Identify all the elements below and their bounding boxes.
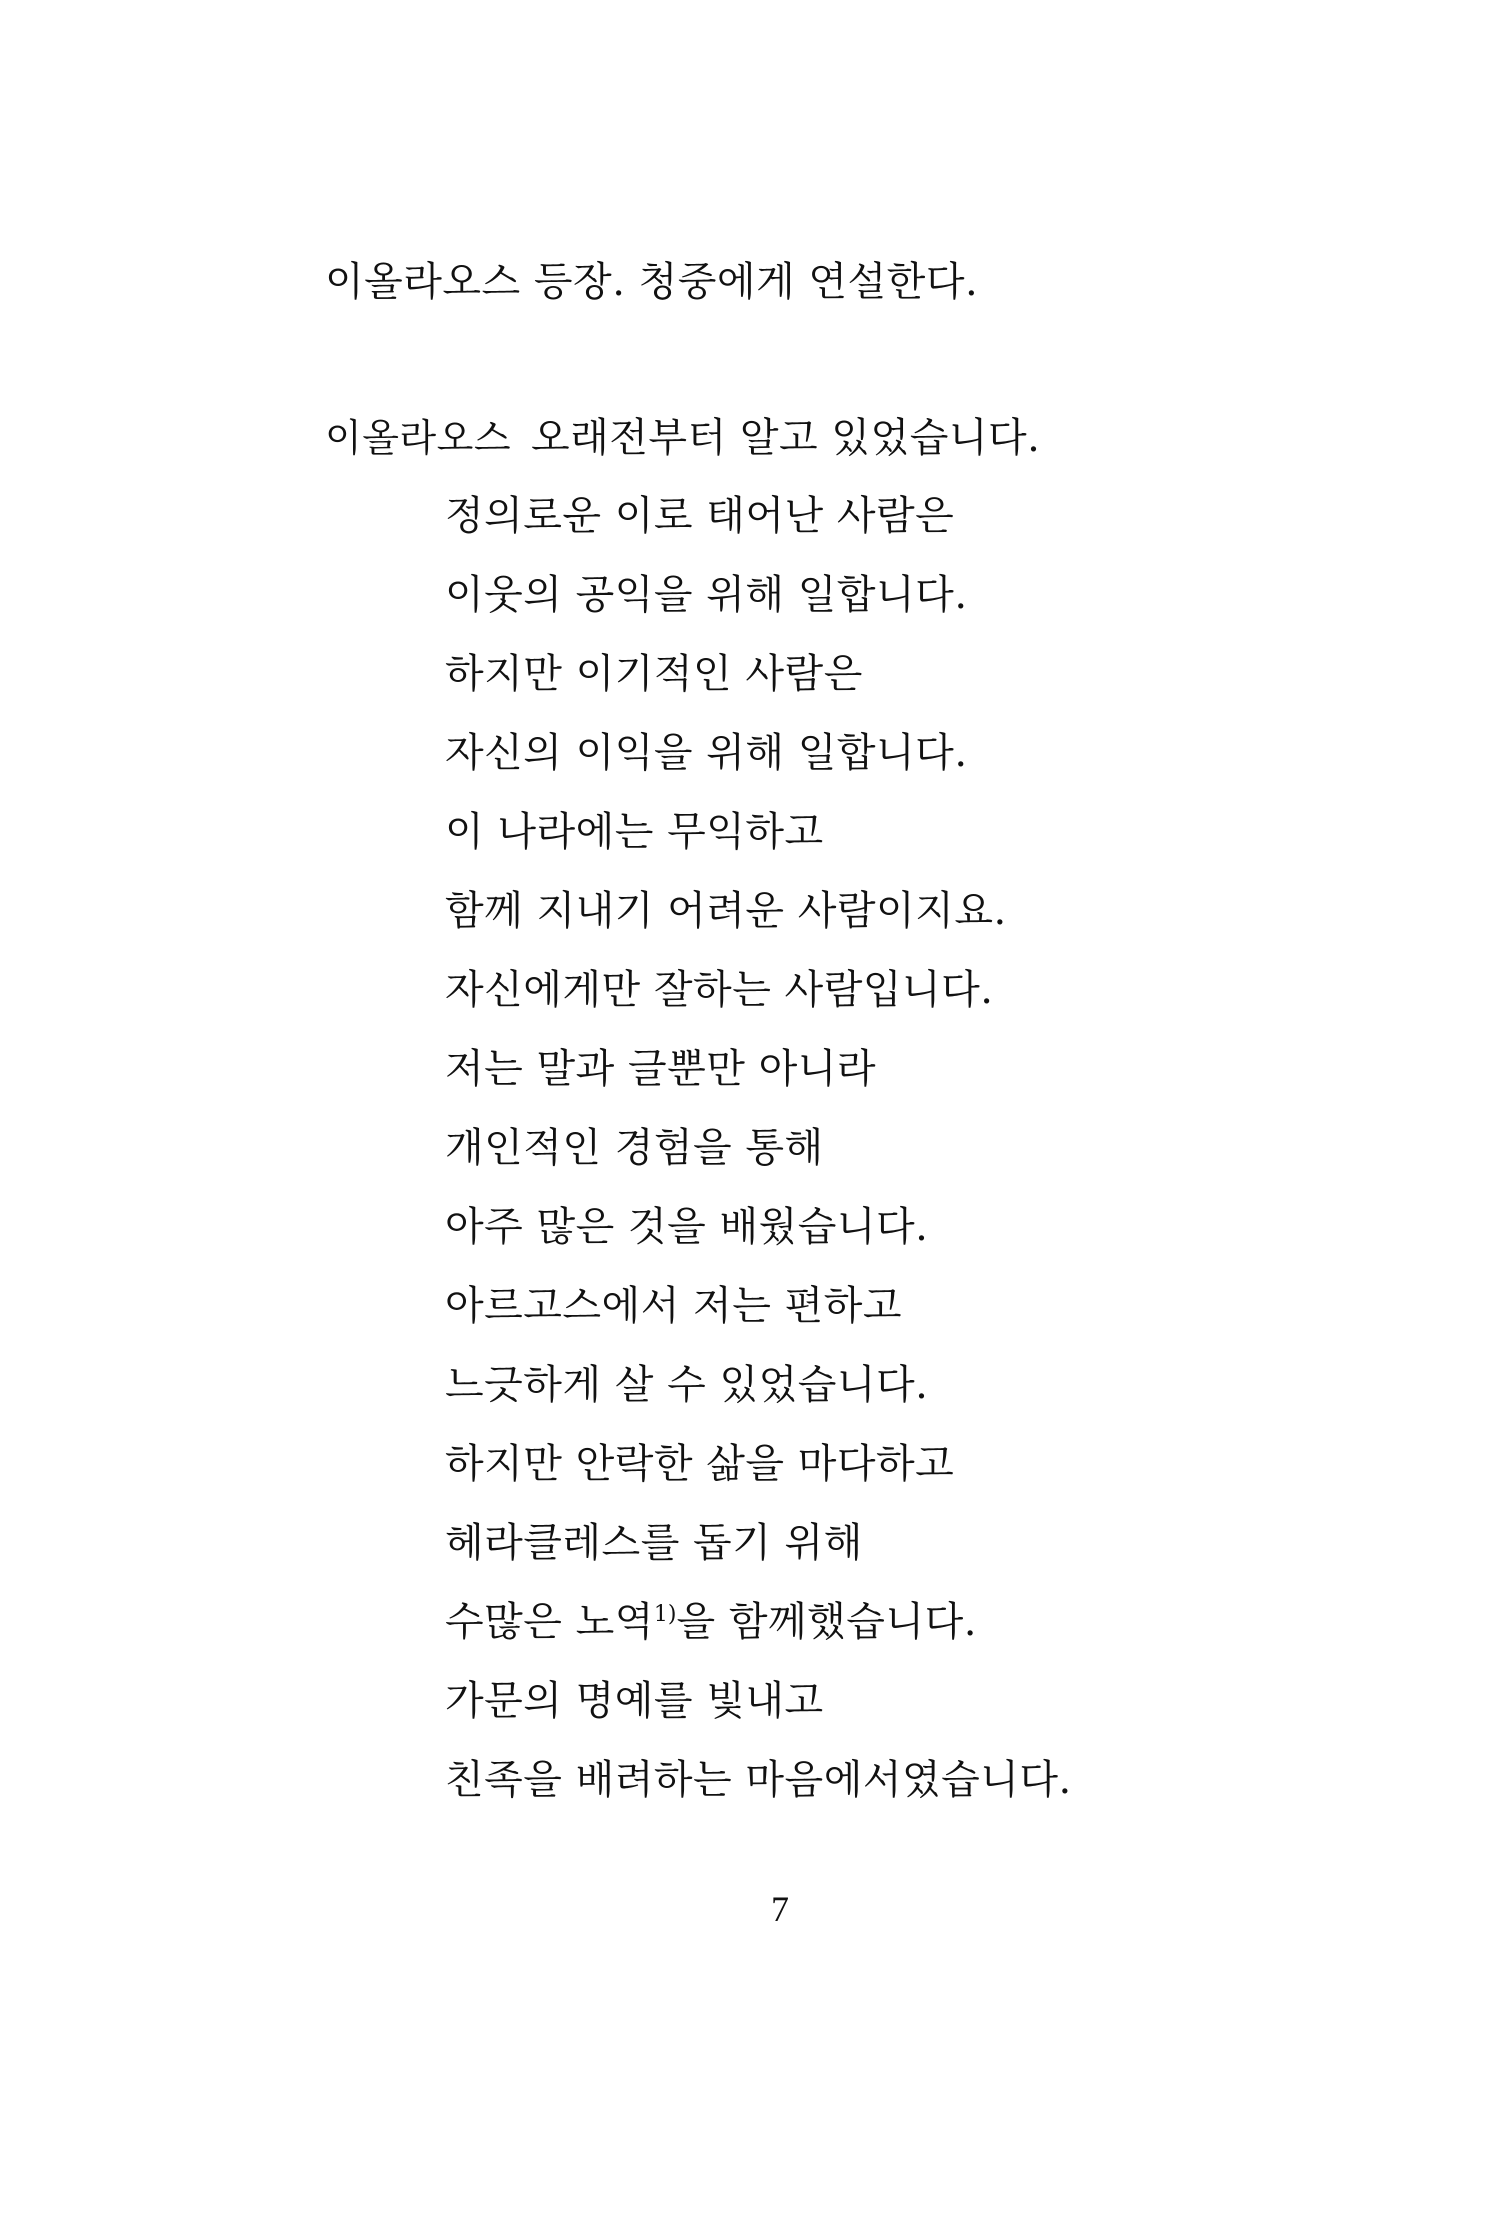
- verse-text-before: 수많은 노역: [445, 1599, 654, 1645]
- verse-line: 저는 말과 글뿐만 아니라: [445, 1046, 877, 1092]
- verse-line: 이 나라에는 무익하고: [445, 809, 824, 855]
- verse-line: 하지만 안락한 삶을 마다하고: [445, 1441, 955, 1487]
- verse-line: 자신에게만 잘하는 사람입니다.: [445, 967, 994, 1013]
- verse-line: 아주 많은 것을 배웠습니다.: [445, 1204, 929, 1250]
- verse-line: 친족을 배려하는 마음에서였습니다.: [445, 1757, 1072, 1803]
- verse-text-after: 을 함께했습니다.: [676, 1599, 977, 1645]
- verse-line: 개인적인 경험을 통해: [445, 1125, 824, 1171]
- stage-direction: 이올라오스 등장. 청중에게 연설한다.: [325, 259, 979, 305]
- verse-list: [325, 486, 1425, 1829]
- verse-line: 헤라클레스를 돕기 위해: [445, 1520, 863, 1566]
- speech-block: [325, 408, 1425, 1829]
- page-number: 7: [771, 1889, 789, 1929]
- verse-line: 함께 지내기 어려운 사람이지요.: [445, 888, 1007, 934]
- verse-line: 정의로운 이로 태어난 사람은: [445, 493, 955, 539]
- verse-line: 하지만 이기적인 사람은: [445, 651, 863, 697]
- verse-line: 이웃의 공익을 위해 일합니다.: [445, 572, 968, 618]
- verse-line: 가문의 명예를 빛내고: [445, 1678, 824, 1724]
- verse-line: 아르고스에서 저는 편하고: [445, 1283, 902, 1329]
- speaker-name: 이올라오스: [325, 416, 512, 460]
- verse-line: 자신의 이익을 위해 일합니다.: [445, 730, 968, 776]
- verse-line: 느긋하게 살 수 있었습니다.: [445, 1362, 929, 1408]
- speaker-line: [325, 408, 1425, 486]
- verse-line: 오래전부터 알고 있었습니다.: [531, 415, 1041, 461]
- footnote-reference[interactable]: 1): [653, 1602, 677, 1627]
- verse-line-with-footnote: [445, 1592, 1425, 1671]
